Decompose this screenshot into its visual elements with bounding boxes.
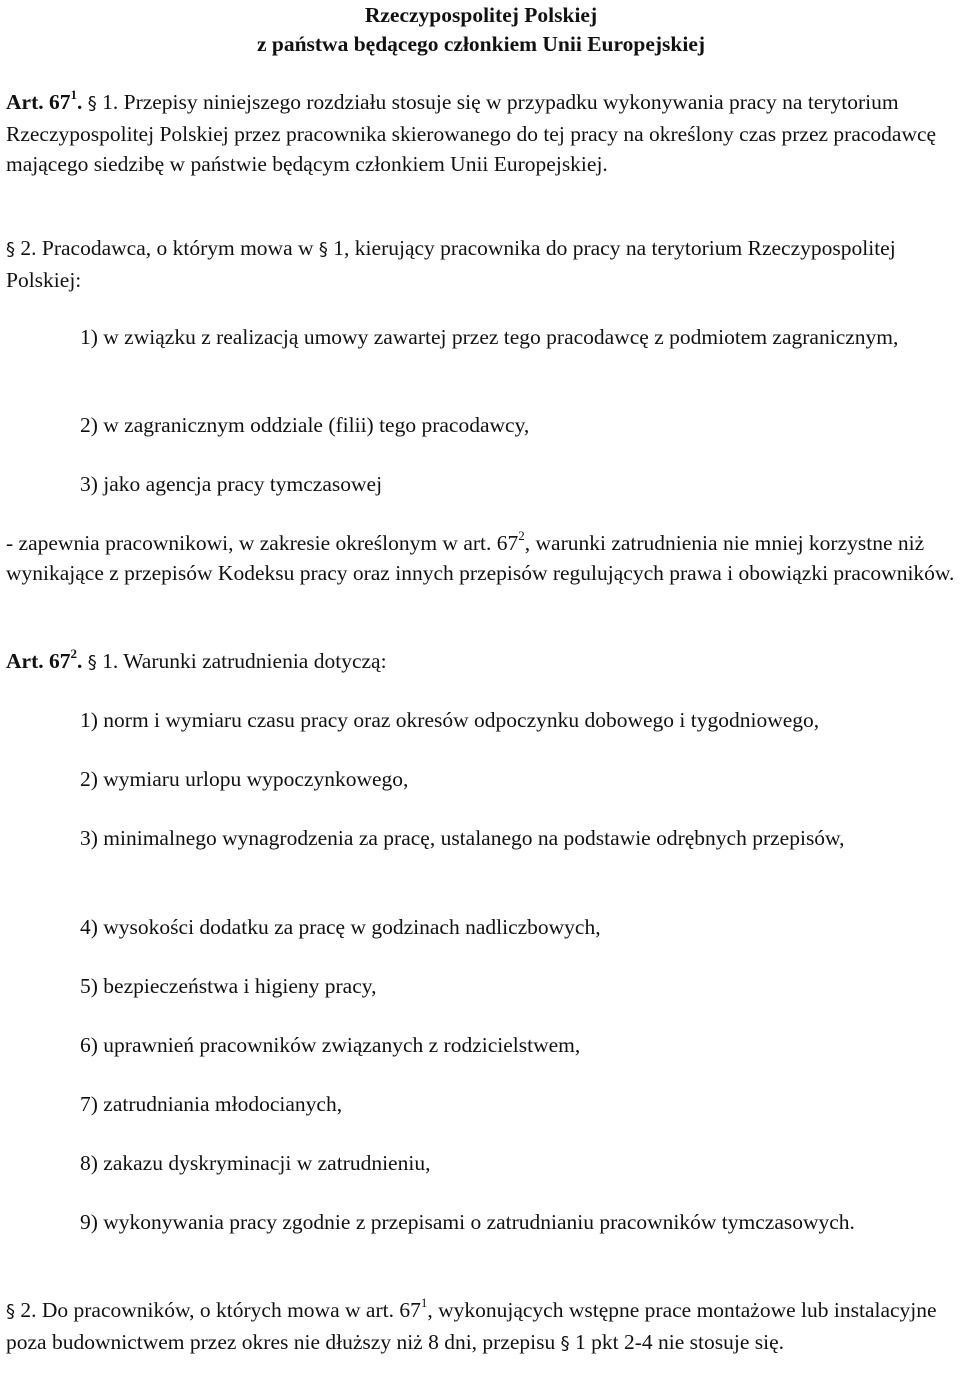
- section-sign: §: [6, 239, 15, 260]
- section-sign: §: [87, 93, 97, 114]
- heading-line-1: Rzeczypospolitej Polskiej: [364, 3, 598, 27]
- article-label: Art. $67^2$.: [6, 645, 83, 673]
- section-sign: §: [318, 239, 328, 260]
- list-item: 7) zatrudniania młodocianych,: [80, 1092, 343, 1116]
- art-67-1-closing-text: - zapewnia pracownikowi, w zakresie określonym w art. $67^2$, warunki zatrudnienia nie mniej korzystne niż wynikające z przepisów Kodeksu pracy oraz innych przepisów regulujących prawa i obowiązki pracowników.: [6, 527, 955, 585]
- list-item: 1) norm i wymiaru czasu pracy oraz okresów odpoczynku dobowego i tygodniowego,: [80, 708, 820, 732]
- list-item: 6) uprawnień pracowników związanych z rodzicielstwem,: [80, 1033, 581, 1057]
- list-item: 8) zakazu dyskryminacji w zatrudnieniu,: [80, 1151, 431, 1175]
- article-label: Art. $67^1$.: [6, 86, 83, 114]
- list-item: 2) w zagranicznym oddziale (filii) tego pracodawcy,: [80, 413, 530, 437]
- art-67-1-paragraph-1: [6, 87, 956, 179]
- section-sign: §: [87, 652, 97, 673]
- list-item: 4) wysokości dodatku za pracę w godzinach nadliczbowych,: [80, 915, 601, 939]
- list-item: 3) jako agencja pracy tymczasowej: [80, 472, 383, 496]
- heading-line-2: z państwa będącego członkiem Unii Europejskiej: [256, 32, 706, 56]
- paragraph-text: 1. Przepisy niniejszego rozdziału stosuje się w przypadku wykonywania pracy na terytorium Rzeczypospolitej Polskiej przez pracownika skierowanego do tej pracy na określony czas przez pracodawcę mającego siedzibę w państwie będącym członkiem Unii Europejskiej.: [6, 90, 937, 176]
- art-67-2-paragraph-1: Art. $67^2$. § 1. Warunki zatrudnienia dotyczą:: [6, 645, 387, 673]
- list-item: 3) minimalnego wynagrodzenia za pracę, ustalanego na podstawie odrębnych przepisów,: [80, 826, 845, 850]
- art-67-1-paragraph-2: § 2. Pracodawca, o którym mowa w § 1, kierujący pracownika do pracy na terytorium Rzeczypospolitej Polskiej:: [6, 236, 896, 292]
- list-item: 2) wymiaru urlopu wypoczynkowego,: [80, 767, 409, 791]
- list-item: 1) w związku z realizacją umowy zawartej przez tego pracodawcę z podmiotem zagranicznym,: [80, 325, 899, 349]
- section-sign: §: [6, 1301, 15, 1322]
- section-sign: §: [560, 1333, 570, 1354]
- art-67-2-paragraph-2: § 2. Do pracowników, o których mowa w art. $67^1$, wykonujących wstępne prace montażowe lub instalacyjne poza budownictwem przez okres nie dłuższy niż 8 dni, przepisu § 1 pkt 2-4 nie stosuje się.: [6, 1294, 937, 1354]
- list-item: 9) wykonywania pracy zgodnie z przepisami o zatrudnianiu pracowników tymczasowych.: [80, 1210, 855, 1234]
- list-item: 5) bezpieczeństwa i higieny pracy,: [80, 974, 377, 998]
